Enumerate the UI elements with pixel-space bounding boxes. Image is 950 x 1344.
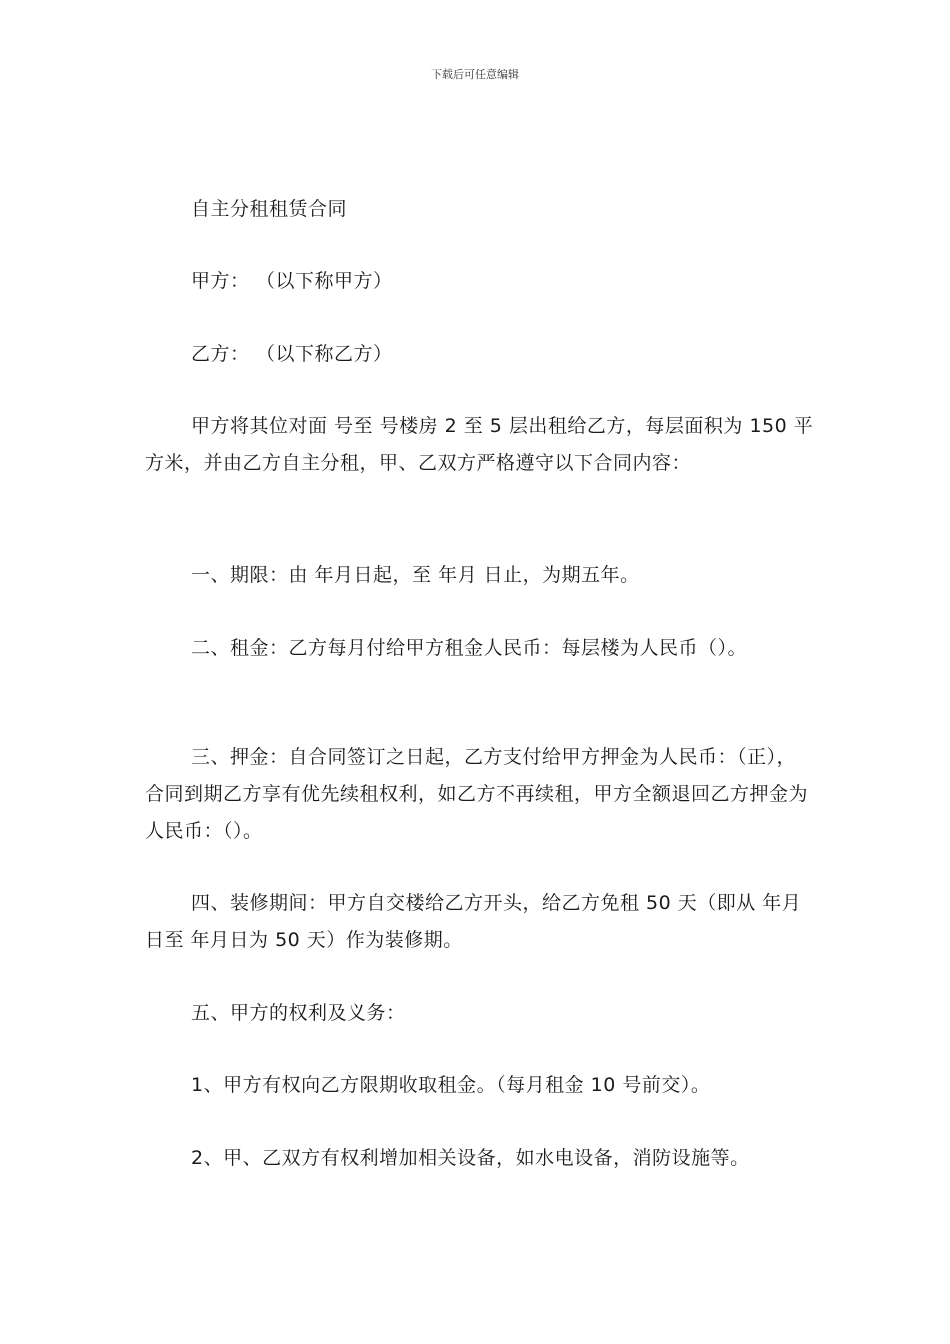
clause-rent: 二、租金：乙方每月付给甲方租金人民币：每层楼为人民币（）。 (191, 637, 748, 659)
contract-title: 自主分租租赁合同 (191, 198, 348, 220)
clause-deposit: 三、押金：自合同签订之日起，乙方支付给甲方押金为人民币：（正），合同到期乙方享有优先续租权利，如乙方不再续租，甲方全额退回乙方押金为人民币：（）。 (145, 746, 809, 842)
clause-term: 一、期限：由 年月日起，至 年月 日止，为期五年。 (191, 564, 640, 586)
party-b-line: 乙方： （以下称乙方） (191, 343, 393, 365)
list-item-equipment: 2、甲、乙双方有权利增加相关设备，如水电设备，消防设施等。 (191, 1147, 750, 1169)
clause-renovation: 四、装修期间：甲方自交楼给乙方开头，给乙方免租 50 天（即从 年月日至 年月日为 50 天）作为装修期。 (145, 892, 802, 951)
clause-party-a-rights: 五、甲方的权利及义务： (191, 1002, 406, 1024)
party-a-line: 甲方： （以下称甲方） (191, 270, 393, 292)
list-item-rent-collection: 1、甲方有权向乙方限期收取租金。（每月租金 10 号前交）。 (191, 1074, 711, 1096)
header-note: 下载后可任意编辑 (431, 68, 519, 81)
intro-paragraph: 甲方将其位对面 号至 号楼房 2 至 5 层出租给乙方，每层面积为 150 平方米，并由乙方自主分租，甲、乙双方严格遵守以下合同内容： (145, 415, 814, 474)
